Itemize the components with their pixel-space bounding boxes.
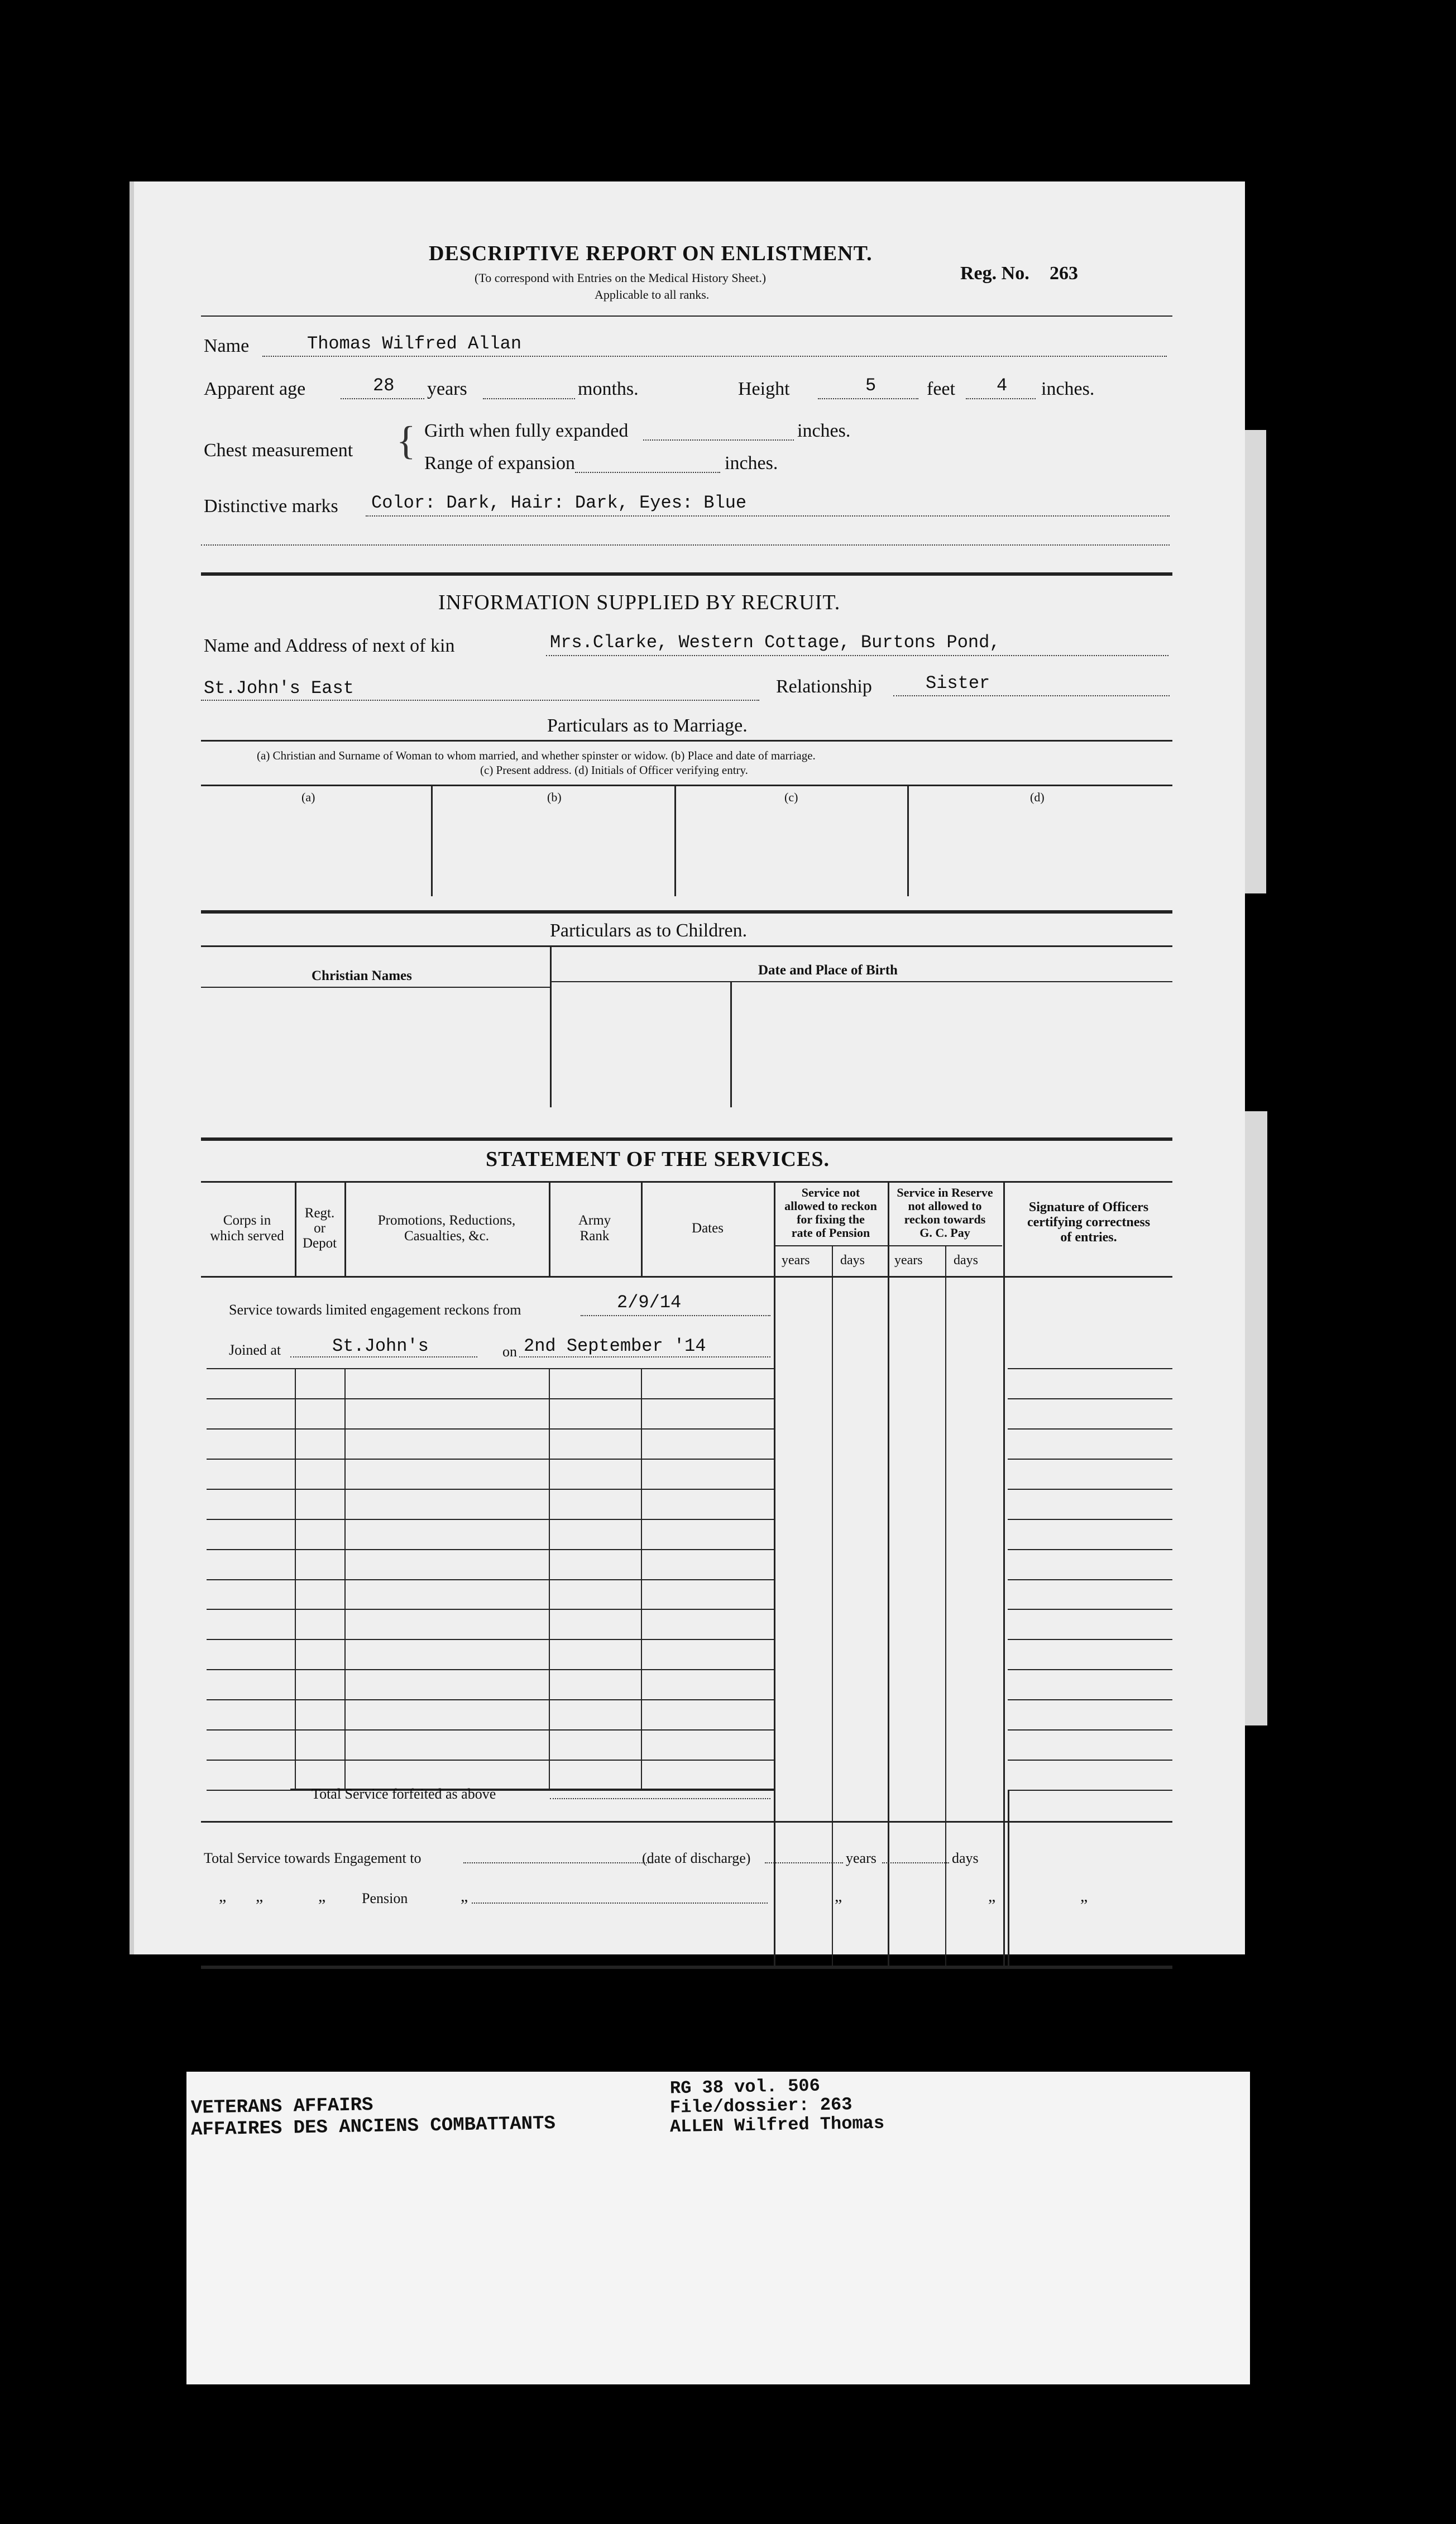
age-value: 28 — [373, 375, 395, 396]
table-col-rule — [907, 785, 909, 896]
marriage-col-c: (c) — [784, 790, 798, 804]
girth-unit: inches. — [797, 420, 851, 441]
fill-line — [581, 1315, 770, 1316]
marriage-col-b: (b) — [547, 790, 562, 804]
ledger-row-rule — [1008, 1519, 1172, 1520]
distinctive-marks: Color: Dark, Hair: Dark, Eyes: Blue — [371, 493, 747, 513]
col-promotions: Casualties, &c. — [404, 1228, 490, 1244]
ditto-mark: „ — [256, 1887, 264, 1905]
col-dates: Dates — [692, 1221, 724, 1236]
brace: { — [396, 418, 416, 463]
section-rule — [201, 572, 1172, 576]
table-col-rule — [549, 1181, 550, 1276]
table-col-rule — [1003, 1181, 1005, 1968]
feet-label: feet — [927, 379, 955, 399]
fill-line — [366, 515, 1170, 517]
table-col-rule — [832, 1245, 833, 1968]
col-reserve: Service in Reserve — [897, 1185, 993, 1199]
col-corps: Corps in — [223, 1213, 271, 1228]
ledger-row-rule — [1008, 1699, 1172, 1700]
joined-label: Joined at — [229, 1342, 281, 1358]
marriage-note: (a) Christian and Surname of Woman to whom married, and whether spinster or widow. (b) Place and date of marriage. — [257, 749, 816, 762]
ledger-col-rule — [1008, 1790, 1009, 1966]
col-regt: Regt. — [304, 1206, 335, 1221]
ledger-row-rule — [207, 1459, 774, 1460]
ledger-row-rule — [207, 1489, 774, 1490]
ditto-mark: „ — [988, 1887, 996, 1905]
height-feet: 5 — [865, 375, 877, 396]
fill-line — [519, 1356, 770, 1357]
fill-line — [201, 544, 1170, 546]
joined-place: St.John's — [332, 1336, 429, 1356]
ledger-row-rule — [1008, 1459, 1172, 1460]
services-heading: STATEMENT OF THE SERVICES. — [486, 1148, 830, 1171]
ditto-mark: „ — [835, 1887, 842, 1905]
fill-line — [643, 439, 794, 441]
col-promotions: Promotions, Reductions, — [377, 1213, 516, 1228]
ledger-col-rule — [549, 1368, 550, 1790]
col-reserve: reckon towards — [904, 1212, 986, 1226]
section-rule — [201, 910, 1172, 914]
table-col-rule — [945, 1245, 946, 1968]
table-rule — [201, 945, 1172, 947]
relationship-value: Sister — [926, 673, 990, 694]
ledger-row-rule — [1008, 1669, 1172, 1670]
relationship-label: Relationship — [776, 676, 872, 697]
range-label: Range of expansion — [424, 453, 576, 474]
total-days-label: days — [952, 1850, 979, 1866]
ledger-row-rule — [1008, 1790, 1172, 1791]
table-col-rule — [550, 945, 552, 1107]
table-col-rule — [730, 981, 732, 1107]
marriage-col-d: (d) — [1030, 790, 1045, 804]
ledger-col-rule — [641, 1368, 642, 1790]
ledger-row-rule — [207, 1639, 774, 1640]
range-unit: inches. — [725, 453, 778, 474]
ledger-row-rule — [1008, 1489, 1172, 1490]
section-rule — [201, 1966, 1172, 1969]
ditto-mark: „ — [219, 1887, 227, 1905]
children-heading: Particulars as to Children. — [550, 920, 748, 941]
girth-label: Girth when fully expanded — [424, 420, 629, 441]
ledger-row-rule — [207, 1609, 774, 1610]
marks-label: Distinctive marks — [204, 496, 338, 517]
ledger-row-rule — [1008, 1639, 1172, 1640]
section-rule — [201, 1137, 1172, 1141]
reg-label: Reg. No. — [960, 263, 1029, 284]
agency-name-fr: AFFAIRES DES ANCIENS COMBATTANTS — [190, 2113, 556, 2141]
archive-label-card — [186, 2072, 1250, 2384]
col-signature: Signature of Officers — [1028, 1200, 1149, 1215]
table-col-rule — [888, 1181, 889, 1968]
fill-line — [882, 1862, 949, 1863]
fill-line — [472, 1902, 768, 1904]
ledger-row-rule — [207, 1699, 774, 1700]
col-corps: which served — [210, 1228, 284, 1244]
fill-line — [201, 700, 759, 701]
col-rank: Rank — [579, 1228, 610, 1244]
ledger-row-rule — [1008, 1428, 1172, 1430]
fill-line — [966, 398, 1036, 399]
marriage-heading: Particulars as to Marriage. — [547, 715, 748, 736]
ledger-row-rule — [1008, 1579, 1172, 1580]
ledger-row-rule — [207, 1760, 774, 1761]
ditto-mark: „ — [461, 1887, 468, 1905]
ledger-col-rule — [344, 1368, 346, 1790]
ledger-col-rule — [295, 1368, 296, 1790]
total-engagement-label: Total Service towards Engagement to — [204, 1850, 422, 1866]
table-rule — [201, 1821, 1172, 1823]
fill-line — [341, 398, 424, 399]
days-header: days — [954, 1253, 978, 1268]
kin-label: Name and Address of next of kin — [204, 635, 455, 656]
table-col-rule — [295, 1181, 296, 1276]
table-rule — [201, 785, 1172, 786]
table-rule — [201, 1276, 1172, 1278]
table-col-rule — [641, 1181, 643, 1276]
form-subtitle: Applicable to all ranks. — [595, 288, 710, 302]
col-pension: Service not — [801, 1185, 860, 1199]
col-reserve: not allowed to — [908, 1199, 982, 1213]
years-header: years — [894, 1253, 923, 1268]
joined-date: 2nd September '14 — [524, 1336, 706, 1356]
recruit-name: Thomas Wilfred Allan — [307, 333, 522, 354]
col-pension: for fixing the — [797, 1212, 865, 1226]
col-signature: certifying correctness — [1027, 1215, 1151, 1230]
forfeited-label: Total Service forfeited as above — [312, 1786, 496, 1802]
table-col-rule — [431, 785, 433, 896]
record-group: RG 38 vol. 506 — [669, 2075, 821, 2099]
fill-line — [893, 695, 1170, 696]
ledger-row-rule — [1008, 1398, 1172, 1399]
divider — [201, 316, 1172, 317]
col-signature: of entries. — [1060, 1230, 1117, 1245]
fill-line — [463, 1862, 653, 1863]
years-header: years — [782, 1253, 810, 1268]
limited-engagement-label: Service towards limited engagement reckons from — [229, 1302, 521, 1318]
days-header: days — [840, 1253, 865, 1268]
fill-line — [818, 398, 918, 399]
table-col-rule — [674, 785, 676, 896]
ditto-mark: „ — [318, 1887, 326, 1905]
fill-line — [290, 1356, 477, 1357]
file-subject: ALLEN Wilfred Thomas — [669, 2112, 885, 2138]
ledger-row-rule — [207, 1549, 774, 1550]
fill-line — [550, 1798, 770, 1799]
marriage-col-a: (a) — [301, 790, 315, 804]
col-pension: allowed to reckon — [784, 1199, 877, 1213]
ledger-row-rule — [1008, 1549, 1172, 1550]
ledger-row-rule — [1008, 1729, 1172, 1731]
ledger-row-rule — [207, 1519, 774, 1520]
years-label: years — [427, 379, 467, 399]
fill-line — [546, 655, 1168, 656]
table-rule — [201, 740, 1172, 742]
table-rule — [201, 1181, 1172, 1183]
kin-address-line1: Mrs.Clarke, Western Cottage, Burtons Pond, — [550, 632, 1000, 653]
form-subtitle: (To correspond with Entries on the Medical History Sheet.) — [475, 271, 767, 285]
limited-engagement-date: 2/9/14 — [617, 1292, 682, 1313]
children-col-birth: Date and Place of Birth — [758, 963, 898, 978]
table-rule — [550, 981, 1172, 982]
chest-label: Chest measurement — [204, 440, 353, 461]
months-label: months. — [578, 379, 639, 399]
ledger-row-rule — [207, 1368, 774, 1369]
ledger-row-rule — [207, 1398, 774, 1399]
table-col-rule — [774, 1181, 775, 1968]
ledger-row-rule — [1008, 1760, 1172, 1761]
ledger-row-rule — [207, 1669, 774, 1670]
recruit-heading: INFORMATION SUPPLIED BY RECRUIT. — [438, 591, 841, 614]
height-label: Height — [738, 379, 790, 399]
children-col-names: Christian Names — [312, 968, 412, 983]
col-rank: Army — [578, 1213, 611, 1228]
kin-address-line2: St.John's East — [204, 678, 354, 699]
agency-name: VETERANS AFFAIRS — [190, 2095, 373, 2119]
fill-line — [483, 398, 575, 399]
form-title: DESCRIPTIVE REPORT ON ENLISTMENT. — [429, 242, 873, 265]
reg-number: 263 — [1050, 263, 1078, 284]
col-regt: Depot — [302, 1236, 337, 1251]
ledger-row-rule — [1008, 1609, 1172, 1610]
col-regt: or — [314, 1221, 325, 1236]
col-reserve: G. C. Pay — [919, 1226, 970, 1240]
ledger-row-rule — [207, 1729, 774, 1731]
pension-label: Pension — [362, 1890, 408, 1906]
file-number: File/dossier: 263 — [669, 2094, 852, 2118]
ditto-mark: „ — [1080, 1887, 1088, 1905]
age-label: Apparent age — [204, 379, 306, 399]
height-inches: 4 — [997, 375, 1008, 396]
name-label: Name — [204, 336, 250, 356]
table-rule — [201, 987, 550, 988]
ledger-row-rule — [1008, 1368, 1172, 1369]
ledger-row-rule — [207, 1579, 774, 1580]
inches-label: inches. — [1041, 379, 1095, 399]
marriage-note: (c) Present address. (d) Initials of Officer verifying entry. — [480, 763, 748, 777]
discharge-label: (date of discharge) — [642, 1850, 751, 1866]
ledger-row-rule — [207, 1428, 774, 1430]
fill-line — [765, 1862, 843, 1863]
on-label: on — [502, 1344, 517, 1360]
enlistment-form — [130, 181, 1245, 1954]
total-years-label: years — [846, 1850, 877, 1866]
fill-line — [262, 356, 1167, 357]
table-col-rule — [344, 1181, 346, 1276]
col-pension: rate of Pension — [791, 1226, 870, 1240]
fill-line — [575, 472, 720, 473]
